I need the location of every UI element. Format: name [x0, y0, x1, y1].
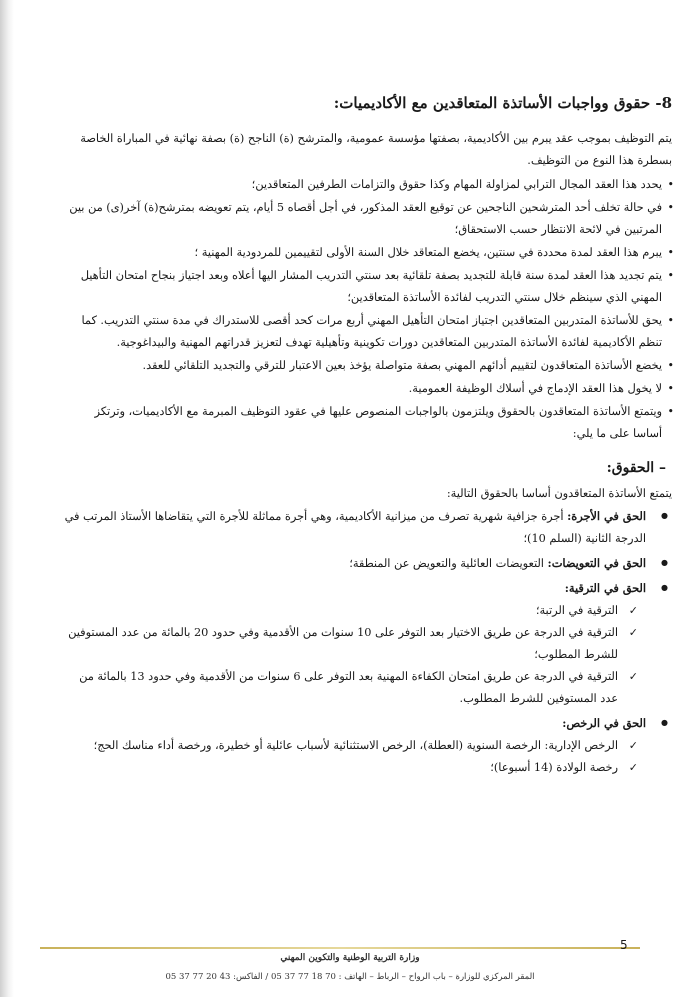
wage-text: أجرة جزافية شهرية تصرف من ميزانية الأكاديمية، وهي أجرة مماثلة للأجرة التي يتقاضاها الأستاذ المرتب في الدرجة الثانية (السلم 10)؛ — [64, 510, 646, 545]
right-wage — [62, 505, 646, 550]
leave-checklist — [62, 735, 646, 779]
scan-edge-shadow — [0, 0, 14, 997]
list-item: • ويتمتع الأساتذة المتعاقدون بالحقوق ويلتزمون بالواجبات المنصوص عليها في عقود التوظيف المبرمة مع الأكاديميات، وترتكز أساسا على ما يلي: — [62, 401, 672, 445]
list-item: • يتم تجديد هذا العقد لمدة سنة قابلة للتجديد بصفة تلقائية بعد سنتي التدريب المشار اليها أعلاه وبعد اجتياز بنجاح امتحان التأهيل المهني الذي سينظم خلال سنتي التدريب لفائدة الأساتذة المتعاقدين؛ — [62, 265, 672, 309]
wage-label: الحق في الأجرة: — [567, 509, 646, 523]
right-leave — [62, 712, 646, 779]
page-number: 5 — [620, 938, 628, 952]
rights-heading: – الحقوق: — [62, 457, 672, 479]
list-item: ✓ الرخص الإدارية: الرخصة السنوية (العطلة)، الرخص الاستثنائية لأسباب عائلية أو خطيرة، ورخصة أداء مناسك الحج؛ — [62, 735, 638, 757]
list-item: • يحدد هذا العقد المجال الترابي لمزاولة المهام وكذا حقوق والتزامات الطرفين المتعاقدين؛ — [62, 174, 672, 196]
contract-bullet-list — [62, 174, 672, 445]
document-page — [62, 92, 672, 781]
allowances-text: التعويضات العائلية والتعويض عن المنطقة؛ — [349, 557, 544, 570]
right-allowances — [62, 552, 646, 575]
rights-list — [62, 505, 672, 779]
list-item: ✓ الترقية في الدرجة عن طريق امتحان الكفاءة المهنية بعد التوفر على 6 سنوات من الأقدمية وفي حدود 13 بالمائة من عدد المستوفين للشرط المطلوب. — [62, 666, 638, 710]
list-item: ✓ الترقية في الدرجة عن طريق الاختيار بعد التوفر على 10 سنوات من الأقدمية وفي حدود 20 بالمائة من عدد المستوفين للشرط المطلوب؛ — [62, 622, 638, 666]
list-item: ✓ رخصة الولادة (14 أسبوعا)؛ — [62, 757, 638, 779]
promotion-label: الحق في الترقية: — [564, 581, 646, 595]
right-promotion — [62, 577, 646, 710]
promotion-checklist — [62, 600, 646, 710]
list-item: • يخضع الأساتذة المتعاقدون لتقييم أدائهم المهني بصفة متواصلة يؤخذ بعين الاعتبار للترقي والتجديد التلقائي للعقد. — [62, 355, 672, 377]
list-item: ✓ الترقية في الرتبة؛ — [62, 600, 638, 622]
footer-address: المقر المركزي للوزارة – باب الرواح – الرباط – الهاتف : 70 18 77 37 05 / الفاكس: 43 20 77 37 05 — [165, 972, 535, 982]
list-item: • يحق للأساتذة المتدربين المتعاقدين اجتياز امتحان التأهيل المهني أربع مرات كحد أقصى للاستدراك في مدة سنتي التدريب. كما تنظم الأكاديمية لفائدة الأساتذة المتدربين المتعاقدين دورات تكوينية وتأهيلية تهدف لتعزيز قدراتهم المهنية والبيداغوجية. — [62, 310, 672, 354]
section-title: 8- حقوق وواجبات الأساتذة المتعاقدين مع الأكاديميات: — [333, 94, 672, 112]
footer-ministry-name: وزارة التربية الوطنية والتكوين المهني — [280, 953, 420, 963]
leave-label: الحق في الرخص: — [562, 716, 646, 730]
list-item: • لا يخول هذا العقد الإدماج في أسلاك الوظيفة العمومية. — [62, 378, 672, 400]
list-item: • يبرم هذا العقد لمدة محددة في سنتين، يخضع المتعاقد خلال السنة الأولى لتقييمين للمردودية المهنية ؛ — [62, 242, 672, 264]
footer-divider — [40, 947, 640, 949]
rights-intro: يتمتع الأساتذة المتعاقدون أساسا بالحقوق التالية: — [446, 487, 672, 500]
list-item: • في حالة تخلف أحد المترشحين الناجحين عن توقيع العقد المذكور، في أجل أقصاه 5 أيام، يتم تعويضه بمترشح(ة) آخر(ى) من بين المرتبين في لائحة الانتظار حسب الاستحقاق؛ — [62, 197, 672, 241]
intro-paragraph: يتم التوظيف بموجب عقد يبرم بين الأكاديمية، بصفتها مؤسسة عمومية، والمترشح (ة) الناجح (ة) بصفة نهائية في المباراة الخاصة بسطرة هذا النوع من التوظيف. — [80, 132, 672, 167]
allowances-label: الحق في التعويضات: — [547, 556, 646, 570]
